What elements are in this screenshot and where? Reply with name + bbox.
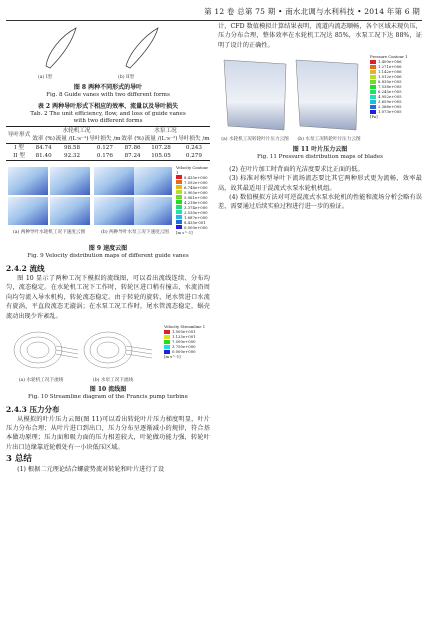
legend-value: 6.245e+005: [378, 89, 402, 95]
fig11-caption-en: Fig. 11 Pressure distribution maps of blades: [256, 154, 384, 161]
streamline-loop: [14, 332, 62, 368]
contour-panel: [134, 197, 172, 225]
conclusion-item-4: (4) 数值模拟方法对可逆混流式水泵水轮机的性能和流场分析会略有误差，需要通过后续实验过程进行进一步的验证。: [218, 193, 422, 211]
table2-row-head: 导叶形式: [6, 126, 32, 143]
legend-swatch: [370, 80, 376, 84]
legend-swatch: [176, 220, 182, 224]
fig9-caption-en: Fig. 9 Velocity distribution maps of different guide vanes: [27, 252, 189, 259]
streamline-loop: [27, 342, 49, 358]
fig8-caption: 图 8 两种不同形式的导叶: [73, 84, 143, 91]
table-cell: 98.58: [64, 144, 81, 151]
fig10-caption: 图 10 流线图: [89, 386, 127, 394]
legend-swatch: [370, 105, 376, 109]
fig9-caption: 图 9 速度云图: [88, 244, 128, 252]
table-cell: 87.86: [124, 144, 141, 151]
legend-unit: [m s^-1]: [176, 229, 193, 235]
table-cell: 0.176: [96, 152, 113, 159]
guide-vane-drawings: [6, 22, 210, 74]
legend-value: 5.061e+000: [184, 194, 208, 200]
table-cell: 81.40: [35, 152, 52, 159]
legend-value: 5.905e+000: [184, 189, 208, 195]
legend-value: 7.500e+000: [172, 339, 196, 345]
legend-value: 1.271e+006: [378, 64, 402, 70]
right-column: [218, 22, 422, 212]
legend-swatch: [176, 185, 182, 189]
table-cell: 87.24: [124, 152, 141, 159]
table-row: [6, 152, 210, 161]
legend-title: Velocity Contour 1: [176, 164, 209, 175]
fig10-legend: [164, 324, 205, 359]
legend-value: 7.538e+005: [378, 84, 402, 90]
fig11-sublabel-a: (a) 水轮机工况转轮叶片压力云图: [221, 137, 289, 143]
legend-value: 2.530e+000: [184, 209, 208, 215]
legend-swatch: [164, 335, 170, 339]
section-3-title: 3 总结: [6, 454, 32, 465]
velocity-contour-maps: [6, 165, 174, 229]
table2-col: 导叶损失 /m: [178, 135, 210, 142]
legend-value: 1.400e+006: [378, 59, 402, 65]
legend-value: 8.435e-001: [184, 219, 206, 225]
section-2-4-2-title: 2.4.2 流线: [6, 264, 45, 273]
legend-value: 1.687e+000: [184, 214, 208, 220]
contour-panel: [134, 167, 172, 195]
legend-swatch: [164, 330, 170, 334]
figure-11: [218, 54, 422, 146]
legend-swatch: [176, 190, 182, 194]
conclusion-item-3: (3) 标准对称型导叶下流场流态要比其它两种形式更为流畅，效率最高，故其最适用于混流式水泵水轮机机组。: [218, 175, 422, 192]
fig8-sublabel-b: (b) II型: [118, 75, 135, 80]
streamline-diagrams: [6, 324, 156, 376]
legend-unit: [m s^-1]: [164, 354, 181, 360]
legend-value: 2.366e+005: [378, 104, 402, 110]
table-row: [6, 143, 210, 152]
contour-panel: [94, 167, 134, 195]
contour-panel: [50, 167, 90, 195]
fig10-sublabel-b: (b) 水泵工况下流线: [92, 378, 134, 384]
legend-swatch: [164, 345, 170, 349]
guide-vane-type-2: [126, 28, 158, 68]
contour-panel: [8, 197, 48, 225]
contour-panel: [8, 167, 48, 195]
legend-value: 4.218e+000: [184, 199, 208, 205]
streamline-draft-tube: [56, 346, 78, 358]
table-cell: I 型: [14, 144, 24, 151]
table2-col: 效率 (%): [32, 135, 55, 142]
blade-pressure-turbine: [224, 60, 286, 130]
table2-group-pump: 水泵工况: [154, 127, 177, 134]
contour-panel: [50, 197, 90, 225]
conclusion-item-2: (2) 在叶片加工时背面的光洁度要求比正面的低。: [229, 165, 364, 173]
legend-values: [370, 59, 408, 114]
legend-swatch: [176, 200, 182, 204]
legend-swatch: [370, 60, 376, 64]
legend-value: 1.142e+006: [378, 69, 402, 75]
table2-col: 效率 (%): [121, 135, 144, 142]
legend-value: 0.000e+000: [184, 224, 208, 230]
fig10-caption-en: Fig. 10 Streamline diagram of the Francis pump turbine: [28, 394, 188, 401]
fig9-legend: [176, 165, 210, 235]
legend-swatch: [370, 100, 376, 104]
fig9-sublabel-b: (b) 两种导叶水泵工况下速度云图: [101, 229, 169, 235]
fig11-caption: 图 11 叶片压力云图: [292, 146, 348, 154]
table2-caption-en-1: Tab. 2 The unit efficiency, flow, and loss of guide vanes: [30, 110, 186, 117]
left-column: [6, 22, 210, 475]
fig11-sublabel-b: (b) 水泵工况转轮叶片压力云图: [297, 137, 361, 143]
table2: [6, 126, 210, 161]
legend-swatch: [176, 205, 182, 209]
legend-row: [176, 225, 210, 230]
streamline-loop: [20, 337, 56, 363]
legend-value: 7.592e+000: [184, 179, 208, 185]
legend-swatch: [176, 210, 182, 214]
table-cell: 84.74: [35, 144, 52, 151]
legend-swatch: [176, 175, 182, 179]
section-2-4-2-paragraph: 图 10 显示了两种工况下模拟的流线图，可以看出流线连续、分布均匀，流态稳定。在水轮机工况下工作时，转轮区进口稍有撞击，水流沿周向均匀流入导水机构，转轮流态稳定。由于转轮的旋转，尾水管进口水流有旋涡，平直段流态无漩涡；在水泵工况工作时，尾水管流态稳定，蜗壳流动出现少许紊乱。: [6, 275, 210, 320]
fig10-sublabel-a: (a) 水轮机工况下流线: [18, 378, 64, 384]
table-cell: II 型: [13, 152, 25, 159]
legend-values: [176, 175, 210, 230]
legend-title: Pressure Contour 1: [370, 54, 408, 60]
table-cell: 92.32: [64, 152, 81, 159]
legend-value: 3.659e+005: [378, 99, 402, 105]
legend-value: 6.748e+000: [184, 184, 208, 190]
legend-swatch: [370, 110, 376, 114]
legend-swatch: [164, 350, 170, 354]
legend-swatch: [370, 95, 376, 99]
fig8-sublabel-a: (a) I型: [38, 75, 53, 80]
table-cell: 0.243: [185, 144, 202, 151]
legend-swatch: [370, 70, 376, 74]
blade-pressure-maps: [218, 54, 366, 134]
fig9-sublabel-a: (a) 两种导叶水轮机工况下速度云图: [12, 229, 86, 235]
table-cell: 105.05: [151, 152, 171, 159]
figure-9: [6, 165, 210, 245]
legend-value: 1.125e+001: [172, 334, 196, 340]
legend-value: 8.435e+000: [184, 174, 208, 180]
table2-caption-en-2: with two different forms: [73, 118, 143, 124]
table2-col: 导叶损失 /m: [89, 135, 121, 142]
blade-pressure-pump: [296, 60, 358, 130]
legend-values: [164, 329, 205, 354]
legend-value: 1.073e+005: [378, 109, 402, 115]
legend-swatch: [176, 180, 182, 184]
legend-unit: [Pa]: [370, 114, 378, 120]
table2-col: 流量 /(L·s⁻¹): [55, 135, 89, 142]
legend-swatch: [370, 75, 376, 79]
section-2-4-3-paragraph: 从模拟的叶片压力云图(图 11)可以看出转轮叶片压力梯度明显，叶片压力分布合理；从叶片进口到出口，压力分布呈逐渐减小的规律，符合基本做功原理；压力面和吸力面的压力相差较大，叶轮做功能力强，转轮叶片出口边缘靠近轮毂处有一小块低压区域。: [6, 415, 210, 451]
legend-swatch: [370, 90, 376, 94]
table-cell: 107.28: [151, 144, 171, 151]
legend-value: 8.830e+005: [378, 79, 402, 85]
streamline-loop: [84, 332, 132, 368]
table2-col: 流量 /(L·s⁻¹): [144, 135, 178, 142]
streamline-loop: [97, 342, 119, 358]
streamline-loop: [90, 337, 126, 363]
legend-swatch: [370, 85, 376, 89]
figure-10: [6, 324, 210, 386]
legend-value: 0.000e+000: [172, 349, 196, 355]
legend-value: 1.012e+006: [378, 74, 402, 80]
conclusion-continued: 计，CFD 数值模拟计算结果表明，流道内流态顺畅，各个区域未现负压，压力分布合理，整体效率在水轮机工况达 85%，水泵工况下达 88%，证明了设计的正确性。: [218, 23, 422, 49]
legend-swatch: [176, 215, 182, 219]
legend-value: 3.750e+000: [172, 344, 196, 350]
section-2-4-3-title: 2.4.3 压力分布: [6, 404, 60, 414]
legend-value: 1.500e+001: [172, 329, 196, 335]
fig8-caption-en: Fig. 8 Guide vanes with two different forms: [46, 92, 170, 98]
streamline-draft-tube: [126, 346, 152, 358]
legend-value: 3.374e+000: [184, 204, 208, 210]
table-cell: 0.127: [96, 144, 113, 151]
fig11-legend: [370, 54, 408, 119]
table-cell: 0.279: [185, 152, 202, 159]
running-header: 第 12 卷 总第 75 期 • 南水北调与水利科技 • 2014 年第 6 期: [204, 7, 420, 16]
legend-swatch: [176, 195, 182, 199]
legend-title: Velocity Streamline 1: [164, 324, 206, 330]
contour-panel: [94, 197, 134, 225]
header-rule: [6, 20, 422, 21]
legend-swatch: [370, 65, 376, 69]
table2-group-turbine: 水轮机工况: [62, 127, 91, 134]
guide-vane-type-1: [46, 28, 76, 68]
legend-value: 4.952e+005: [378, 94, 402, 100]
legend-swatch: [164, 340, 170, 344]
table2-caption: 表 2 两种导叶形式下相应的效率、流量以及导叶损失: [37, 102, 179, 110]
figure-8: [6, 22, 210, 84]
section-3-paragraph-1: (1) 根据二元理论结合螺旋势流对转轮和叶片进行了设: [17, 466, 165, 474]
